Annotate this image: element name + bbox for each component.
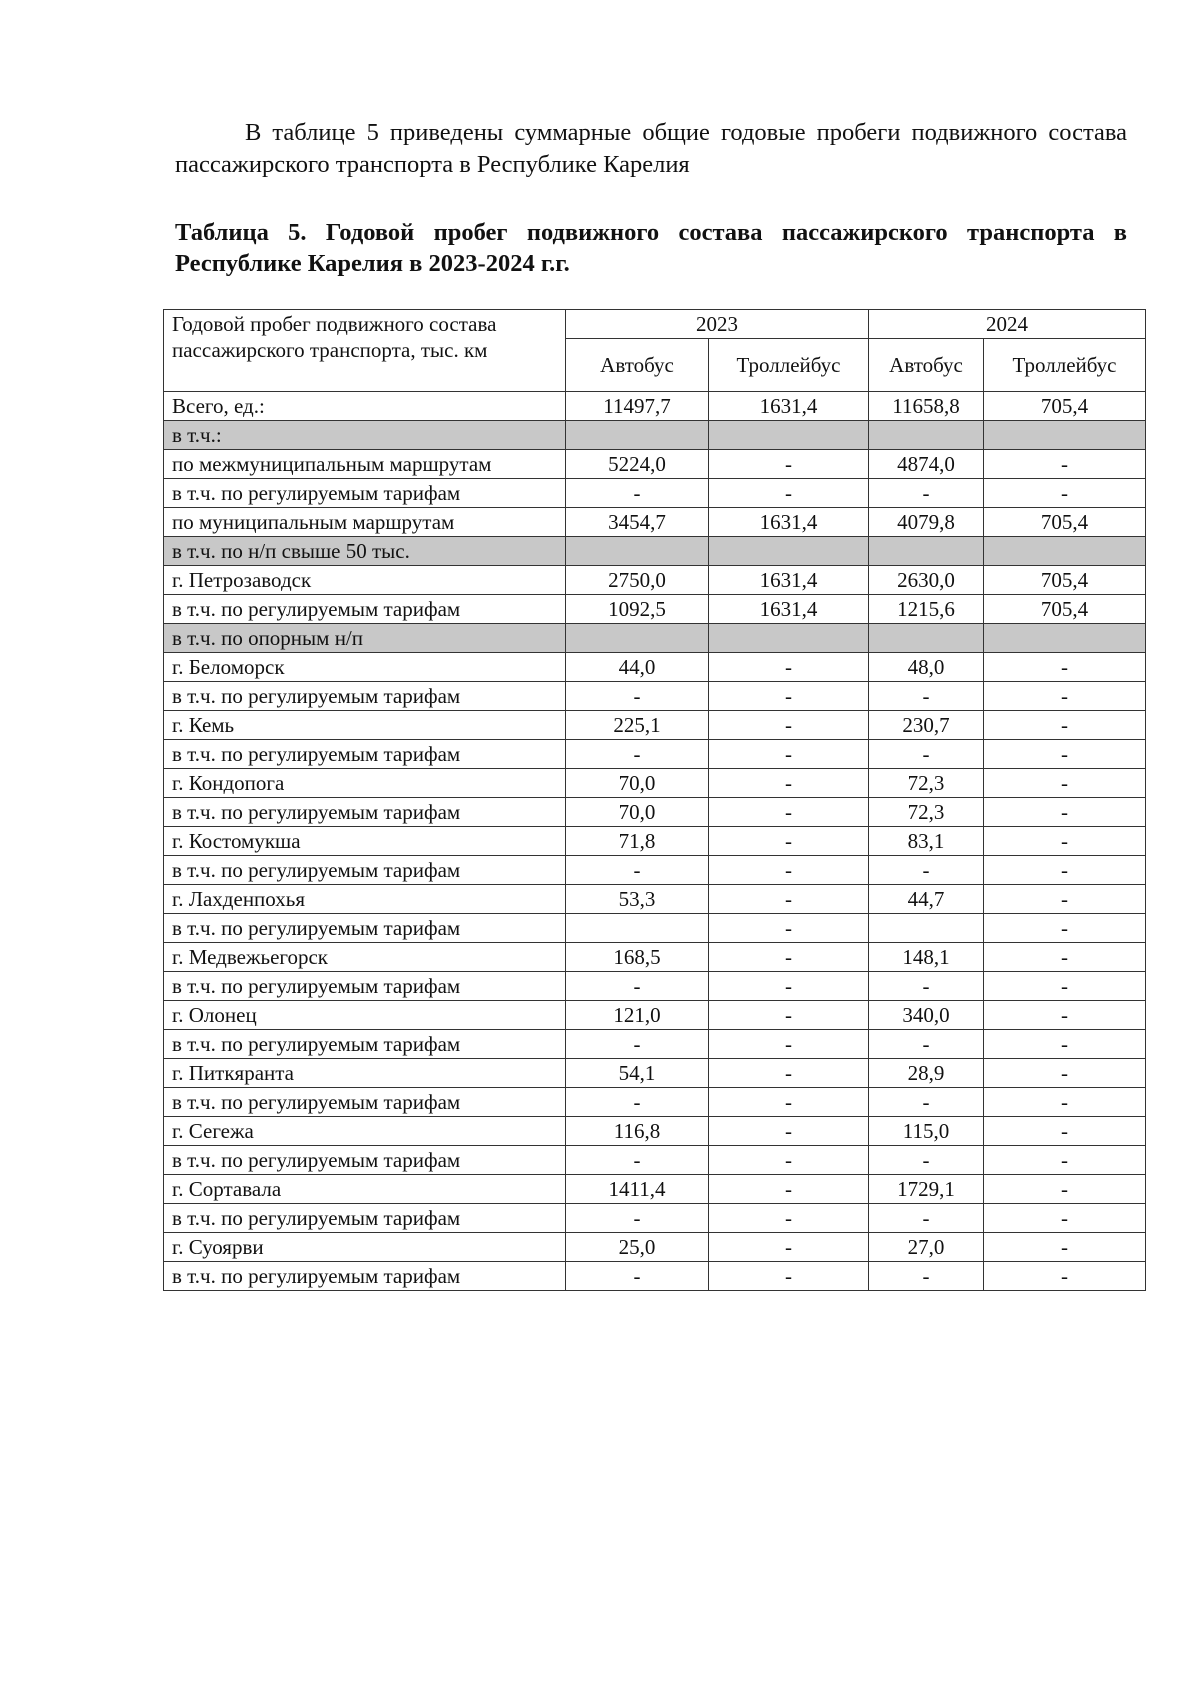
value-cell-trolleybus-2024: -: [984, 943, 1146, 972]
table-row: [164, 450, 1146, 479]
value-cell-bus-2024: 115,0: [869, 1117, 984, 1146]
table-row: [164, 508, 1146, 537]
intro-paragraph: В таблице 5 приведены суммарные общие годовые пробеги подвижного состава пассажирского транспорта в Республике Карелия: [175, 119, 1127, 178]
value-cell-trolleybus-2023: 1631,4: [709, 566, 869, 595]
row-header-cell: Годовой пробег подвижного состава пассажирского транспорта, тыс. км: [164, 310, 566, 392]
value-cell-trolleybus-2023: -: [709, 682, 869, 711]
value-cell-bus-2023: 44,0: [566, 653, 709, 682]
table-row: [164, 972, 1146, 1001]
value-cell-trolleybus-2024: -: [984, 1204, 1146, 1233]
value-cell-bus-2024: -: [869, 1030, 984, 1059]
value-cell-trolleybus-2023: -: [709, 711, 869, 740]
row-label: г. Олонец: [164, 1001, 566, 1030]
value-cell-trolleybus-2023: -: [709, 1030, 869, 1059]
value-cell-bus-2023: -: [566, 682, 709, 711]
value-cell-bus-2024: 11658,8: [869, 392, 984, 421]
table-row: [164, 1233, 1146, 1262]
table-row: [164, 1030, 1146, 1059]
value-cell-trolleybus-2023: -: [709, 1262, 869, 1291]
value-cell-bus-2024: [869, 914, 984, 943]
value-cell-trolleybus-2024: 705,4: [984, 566, 1146, 595]
row-label: в т.ч. по регулируемым тарифам: [164, 1262, 566, 1291]
value-cell-bus-2023: 70,0: [566, 798, 709, 827]
value-cell-bus-2024: 27,0: [869, 1233, 984, 1262]
value-cell-trolleybus-2023: 1631,4: [709, 595, 869, 624]
value-cell-bus-2023: [566, 624, 709, 653]
value-cell-bus-2024: 72,3: [869, 798, 984, 827]
table-row: [164, 1059, 1146, 1088]
value-cell-trolleybus-2024: -: [984, 1146, 1146, 1175]
value-cell-trolleybus-2023: -: [709, 1175, 869, 1204]
table-row: [164, 1262, 1146, 1291]
value-cell-trolleybus-2023: [709, 624, 869, 653]
value-cell-bus-2023: 71,8: [566, 827, 709, 856]
row-label: в т.ч. по регулируемым тарифам: [164, 1088, 566, 1117]
value-cell-bus-2024: 4079,8: [869, 508, 984, 537]
table-row: [164, 566, 1146, 595]
value-cell-bus-2024: 83,1: [869, 827, 984, 856]
value-cell-bus-2023: -: [566, 1030, 709, 1059]
value-cell-trolleybus-2023: -: [709, 653, 869, 682]
mileage-table: [163, 309, 1146, 1291]
row-label: по муниципальным маршрутам: [164, 508, 566, 537]
table-row: [164, 1146, 1146, 1175]
value-cell-bus-2024: -: [869, 479, 984, 508]
table-row: [164, 595, 1146, 624]
value-cell-trolleybus-2023: 1631,4: [709, 508, 869, 537]
value-cell-trolleybus-2024: -: [984, 653, 1146, 682]
value-cell-bus-2023: 25,0: [566, 1233, 709, 1262]
value-cell-trolleybus-2024: -: [984, 1262, 1146, 1291]
value-cell-bus-2023: 1411,4: [566, 1175, 709, 1204]
table-row: [164, 1088, 1146, 1117]
value-cell-trolleybus-2024: [984, 421, 1146, 450]
value-cell-bus-2024: -: [869, 740, 984, 769]
table-row: [164, 740, 1146, 769]
value-cell-bus-2024: 1729,1: [869, 1175, 984, 1204]
value-cell-trolleybus-2024: -: [984, 711, 1146, 740]
value-cell-bus-2024: [869, 421, 984, 450]
value-cell-trolleybus-2023: -: [709, 885, 869, 914]
value-cell-bus-2023: -: [566, 856, 709, 885]
value-cell-trolleybus-2024: -: [984, 827, 1146, 856]
value-cell-bus-2023: -: [566, 972, 709, 1001]
value-cell-trolleybus-2024: -: [984, 1059, 1146, 1088]
table-row: [164, 653, 1146, 682]
table-row: [164, 1117, 1146, 1146]
value-cell-bus-2023: -: [566, 1262, 709, 1291]
table-row: [164, 856, 1146, 885]
sub-header-bus-2023: Автобус: [566, 339, 709, 392]
row-label: в т.ч. по н/п свыше 50 тыс.: [164, 537, 566, 566]
row-label: в т.ч. по регулируемым тарифам: [164, 740, 566, 769]
row-label: в т.ч. по регулируемым тарифам: [164, 972, 566, 1001]
value-cell-bus-2023: 54,1: [566, 1059, 709, 1088]
row-label: г. Кемь: [164, 711, 566, 740]
table-row: [164, 914, 1146, 943]
row-label: в т.ч. по регулируемым тарифам: [164, 479, 566, 508]
row-label: в т.ч. по регулируемым тарифам: [164, 1146, 566, 1175]
value-cell-bus-2023: 11497,7: [566, 392, 709, 421]
table-section-row: [164, 537, 1146, 566]
value-cell-bus-2023: -: [566, 740, 709, 769]
row-label: г. Питкяранта: [164, 1059, 566, 1088]
value-cell-trolleybus-2024: -: [984, 1088, 1146, 1117]
value-cell-trolleybus-2024: 705,4: [984, 595, 1146, 624]
row-label: в т.ч. по регулируемым тарифам: [164, 914, 566, 943]
value-cell-trolleybus-2023: -: [709, 1059, 869, 1088]
value-cell-trolleybus-2024: -: [984, 479, 1146, 508]
value-cell-trolleybus-2023: -: [709, 479, 869, 508]
value-cell-bus-2024: 72,3: [869, 769, 984, 798]
value-cell-bus-2023: 70,0: [566, 769, 709, 798]
table-row: [164, 798, 1146, 827]
value-cell-trolleybus-2024: 705,4: [984, 508, 1146, 537]
table-row: [164, 827, 1146, 856]
value-cell-bus-2024: [869, 537, 984, 566]
value-cell-bus-2023: 5224,0: [566, 450, 709, 479]
table-caption: Таблица 5. Годовой пробег подвижного состава пассажирского транспорта в Республике Карелия в 2023-2024 г.г.: [175, 219, 1127, 277]
table-row: [164, 682, 1146, 711]
value-cell-bus-2023: [566, 421, 709, 450]
value-cell-bus-2024: 340,0: [869, 1001, 984, 1030]
value-cell-trolleybus-2024: -: [984, 914, 1146, 943]
table-row: [164, 1204, 1146, 1233]
value-cell-bus-2024: [869, 624, 984, 653]
value-cell-trolleybus-2023: -: [709, 1233, 869, 1262]
value-cell-bus-2024: 48,0: [869, 653, 984, 682]
row-label: г. Кондопога: [164, 769, 566, 798]
value-cell-trolleybus-2023: -: [709, 943, 869, 972]
value-cell-trolleybus-2024: -: [984, 740, 1146, 769]
sub-header-trolleybus-2023: Троллейбус: [709, 339, 869, 392]
value-cell-trolleybus-2024: -: [984, 1175, 1146, 1204]
value-cell-bus-2024: 4874,0: [869, 450, 984, 479]
value-cell-trolleybus-2024: -: [984, 885, 1146, 914]
row-label: Всего, ед.:: [164, 392, 566, 421]
row-label: г. Суоярви: [164, 1233, 566, 1262]
table-section-row: [164, 421, 1146, 450]
value-cell-trolleybus-2024: -: [984, 1030, 1146, 1059]
sub-header-trolleybus-2024: Троллейбус: [984, 339, 1146, 392]
value-cell-trolleybus-2023: -: [709, 798, 869, 827]
table-row: [164, 711, 1146, 740]
value-cell-bus-2023: 2750,0: [566, 566, 709, 595]
row-label: г. Сортавала: [164, 1175, 566, 1204]
row-label: г. Лахденпохья: [164, 885, 566, 914]
table-row: [164, 392, 1146, 421]
table-row: [164, 1001, 1146, 1030]
row-label: г. Медвежьегорск: [164, 943, 566, 972]
value-cell-trolleybus-2023: -: [709, 914, 869, 943]
value-cell-bus-2023: [566, 537, 709, 566]
value-cell-bus-2024: -: [869, 1262, 984, 1291]
value-cell-bus-2024: 44,7: [869, 885, 984, 914]
value-cell-bus-2024: 148,1: [869, 943, 984, 972]
row-label: г. Костомукша: [164, 827, 566, 856]
row-label: г. Сегежа: [164, 1117, 566, 1146]
value-cell-trolleybus-2024: -: [984, 682, 1146, 711]
row-label: в т.ч. по регулируемым тарифам: [164, 595, 566, 624]
value-cell-bus-2023: 53,3: [566, 885, 709, 914]
value-cell-trolleybus-2024: -: [984, 450, 1146, 479]
value-cell-bus-2024: -: [869, 856, 984, 885]
value-cell-trolleybus-2023: -: [709, 450, 869, 479]
value-cell-trolleybus-2024: -: [984, 1233, 1146, 1262]
value-cell-bus-2024: -: [869, 1088, 984, 1117]
value-cell-trolleybus-2023: -: [709, 1001, 869, 1030]
value-cell-bus-2023: 121,0: [566, 1001, 709, 1030]
value-cell-trolleybus-2023: -: [709, 1088, 869, 1117]
value-cell-bus-2023: 3454,7: [566, 508, 709, 537]
row-label: в т.ч. по опорным н/п: [164, 624, 566, 653]
value-cell-bus-2023: 116,8: [566, 1117, 709, 1146]
value-cell-trolleybus-2024: [984, 537, 1146, 566]
value-cell-bus-2023: 225,1: [566, 711, 709, 740]
table-row: [164, 885, 1146, 914]
row-label: г. Беломорск: [164, 653, 566, 682]
value-cell-bus-2023: -: [566, 1204, 709, 1233]
value-cell-trolleybus-2023: [709, 421, 869, 450]
table-row: [164, 479, 1146, 508]
year-header-2023: 2023: [566, 310, 869, 339]
table-row: [164, 769, 1146, 798]
value-cell-trolleybus-2023: -: [709, 740, 869, 769]
value-cell-bus-2024: -: [869, 682, 984, 711]
value-cell-trolleybus-2023: -: [709, 1117, 869, 1146]
value-cell-bus-2024: 28,9: [869, 1059, 984, 1088]
value-cell-bus-2024: -: [869, 972, 984, 1001]
row-label: по межмуниципальным маршрутам: [164, 450, 566, 479]
value-cell-trolleybus-2024: -: [984, 1001, 1146, 1030]
value-cell-bus-2023: -: [566, 1088, 709, 1117]
row-label: в т.ч. по регулируемым тарифам: [164, 682, 566, 711]
table-row: [164, 943, 1146, 972]
year-header-2024: 2024: [869, 310, 1146, 339]
table-section-row: [164, 624, 1146, 653]
value-cell-bus-2024: -: [869, 1204, 984, 1233]
row-label: в т.ч. по регулируемым тарифам: [164, 798, 566, 827]
value-cell-bus-2024: 230,7: [869, 711, 984, 740]
value-cell-trolleybus-2024: -: [984, 798, 1146, 827]
row-label: в т.ч. по регулируемым тарифам: [164, 1030, 566, 1059]
value-cell-bus-2023: 168,5: [566, 943, 709, 972]
value-cell-bus-2024: -: [869, 1146, 984, 1175]
value-cell-trolleybus-2024: -: [984, 769, 1146, 798]
row-label: в т.ч. по регулируемым тарифам: [164, 856, 566, 885]
value-cell-trolleybus-2024: -: [984, 856, 1146, 885]
header-row-years: [164, 310, 1146, 339]
table-body: [164, 310, 1146, 1291]
value-cell-bus-2023: -: [566, 1146, 709, 1175]
value-cell-bus-2024: 1215,6: [869, 595, 984, 624]
value-cell-trolleybus-2023: 1631,4: [709, 392, 869, 421]
value-cell-trolleybus-2024: -: [984, 972, 1146, 1001]
value-cell-bus-2023: 1092,5: [566, 595, 709, 624]
value-cell-trolleybus-2023: [709, 537, 869, 566]
value-cell-bus-2023: -: [566, 479, 709, 508]
value-cell-bus-2024: 2630,0: [869, 566, 984, 595]
row-label: в т.ч. по регулируемым тарифам: [164, 1204, 566, 1233]
value-cell-trolleybus-2023: -: [709, 827, 869, 856]
value-cell-trolleybus-2023: -: [709, 856, 869, 885]
row-label: в т.ч.:: [164, 421, 566, 450]
sub-header-bus-2024: Автобус: [869, 339, 984, 392]
value-cell-trolleybus-2024: 705,4: [984, 392, 1146, 421]
value-cell-trolleybus-2023: -: [709, 1146, 869, 1175]
value-cell-trolleybus-2023: -: [709, 769, 869, 798]
value-cell-trolleybus-2023: -: [709, 972, 869, 1001]
value-cell-bus-2023: [566, 914, 709, 943]
table-row: [164, 1175, 1146, 1204]
value-cell-trolleybus-2023: -: [709, 1204, 869, 1233]
value-cell-trolleybus-2024: -: [984, 1117, 1146, 1146]
value-cell-trolleybus-2024: [984, 624, 1146, 653]
row-label: г. Петрозаводск: [164, 566, 566, 595]
